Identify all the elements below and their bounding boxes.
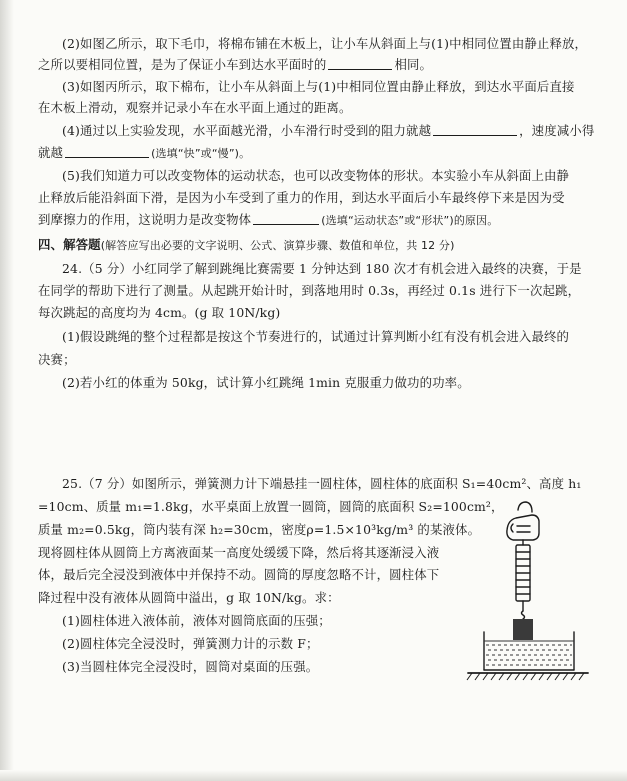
p5-line-3-note: (选填“运动状态”或“形状”)的原因。 [321,214,499,227]
p2-line-2-text: 之所以要相同位置，是为了保证小车到达水平面时的 [38,57,327,72]
answer-blank[interactable] [328,57,392,70]
q24-sub-2: (2)若小红的体重为 50kg，试计算小红跳绳 1min 克服重力做功的功率。 [62,375,470,390]
section-title: 四、解答题 [38,237,101,252]
table-hatching [467,673,584,680]
p5-line-3-text: 到摩擦力的作用，这说明力是改变物体 [38,212,252,227]
q24-sub-1-line-1: (1)假设跳绳的整个过程都是按这个节奏进行的，试通过计算判断小红有没有机会进入最终的 [62,329,570,344]
p3-line-2: 在木板上滑动，观察并记录小车在水平面上通过的距离。 [38,100,352,115]
q25-line-1: 25.（7 分）如图所示，弹簧测力计下端悬挂一圆柱体，圆柱体的底面积 S₁=40cm²、高度 h₁ [62,476,582,491]
p5-line-2: 止释放后能沿斜面下滑，是因为小车受到了重力的作用，到达水平面后小车最终停下来是因为受 [38,190,565,205]
answer-blank[interactable] [253,212,319,225]
p4-line-2-note: (选填“快”或“慢”)。 [151,147,251,160]
q24-line-2: 在同学的帮助下进行了测量。从起跳开始计时，到落地用时 0.3s，再经过 0.1s 进行下一次起跳， [38,283,581,298]
p4-line-1 [62,121,598,141]
cylinder-block [513,619,533,640]
bottom-shadow [0,770,627,781]
p4-line-2-text: 就越 [38,145,64,160]
p4-line-1-text: (4)通过以上实验发现，水平面越光滑，小车滑行时受到的阻力就越 [62,123,432,138]
answer-blank[interactable] [65,145,149,158]
liquid [486,645,572,665]
p2-line-2-end: 相同。 [394,57,433,72]
q25-line-6: 降过程中没有液体从圆筒中溢出，g 取 10N/kg。求： [38,590,340,605]
q25-sub-3: (3)当圆柱体完全浸没时，圆筒对桌面的压强。 [62,659,319,674]
answer-blank[interactable] [433,123,517,136]
q24-line-1: 24.（5 分）小红同学了解到跳绳比赛需要 1 分钟达到 180 次才有机会进入最终的决赛，于是 [62,261,582,276]
spring-scale-figure [462,500,594,685]
p4-line-1-end: ，速度减小得 [519,123,595,138]
p2-line-1: (2)如图乙所示，取下毛巾，将棉布铺在木板上，让小车从斜面上与(1)中相同位置由静止释放， [62,36,588,51]
q25-line-3: 质量 m₂=0.5kg，筒内装有深 h₂=30cm，密度ρ=1.5×10³kg/m³ 的某液体。 [38,522,481,537]
q25-sub-1: (1)圆柱体进入液体前，液体对圆筒底面的压强； [62,613,331,628]
q25-line-4: 现将圆柱体从圆筒上方离液面某一高度处缓缓下降，然后将其逐渐浸入液 [38,545,440,560]
q25-sub-2: (2)圆柱体完全浸没时，弹簧测力计的示数 F； [62,636,319,651]
q25-line-5: 体，最后完全浸没到液体中并保持不动。圆筒的厚度忽略不计，圆柱体下 [38,567,440,582]
q24-sub-1-line-2: 决赛； [38,352,76,367]
p5-line-3 [38,210,598,231]
binding-shadow [0,0,14,781]
p5-line-1: (5)我们知道力可以改变物体的运动状态，也可以改变物体的形状。本实验小车从斜面上由静 [62,168,570,183]
q25-line-2: =10cm、质量 m₁=1.8kg，水平桌面上放置一圆筒，圆筒的底面积 S₂=100cm²， [38,499,504,514]
p3-line-1: (3)如图丙所示，取下棉布，让小车从斜面上与(1)中相同位置由静止释放，到达水平面后直接 [62,79,575,94]
q24-line-3: 每次跳起的高度均为 4cm。(g 取 10N/kg) [38,305,281,320]
p2-line-2 [38,55,598,75]
p4-line-2 [38,143,598,164]
section-heading [38,235,598,256]
section-note: (解答应写出必要的文字说明、公式、演算步骤、数值和单位，共 12 分) [100,239,455,252]
